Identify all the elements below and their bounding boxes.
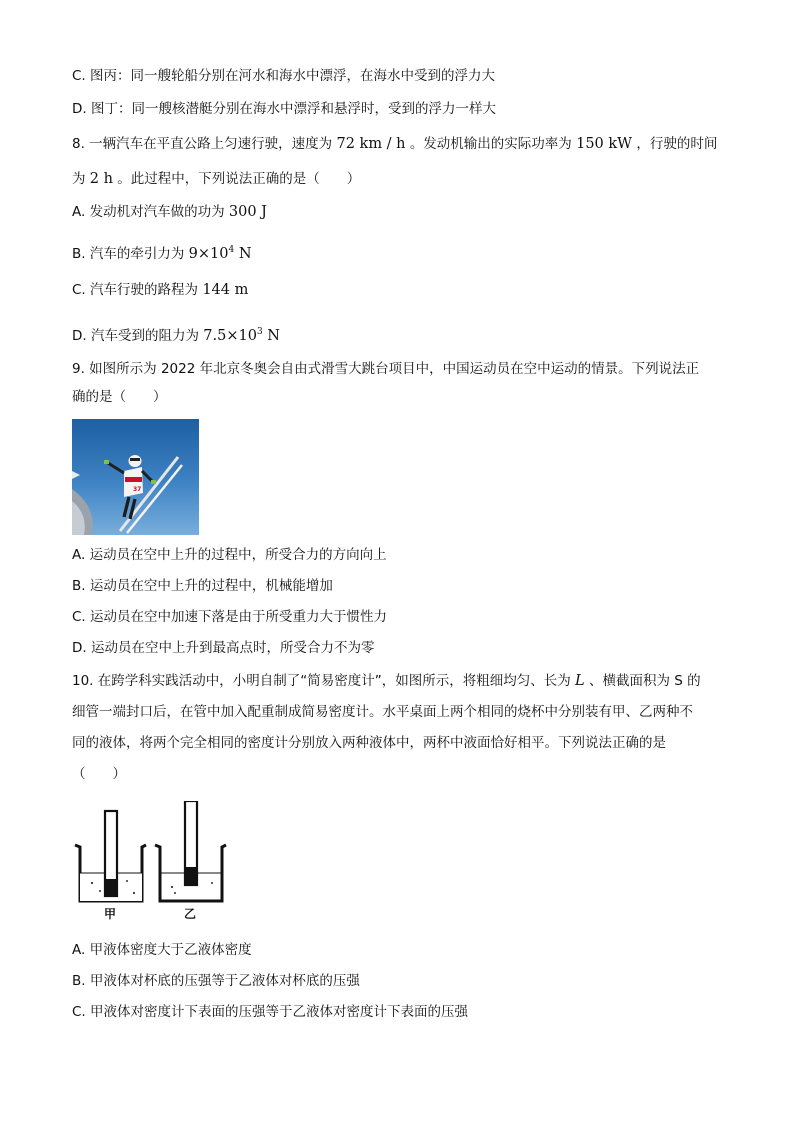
q8-option-a-text: A. 发动机对汽车做的功为 (72, 204, 225, 220)
beaker-label-jia: 甲 (104, 907, 117, 921)
q8-stem-text-2: 。发动机输出的实际功率为 (409, 136, 572, 152)
q8-option-c-text: C. 汽车行驶的路程为 (72, 282, 199, 298)
beaker-yi (155, 801, 226, 901)
q9-option-c: C. 运动员在空中加速下落是由于所受重力大于惯性力 (72, 609, 388, 625)
q8-option-d-unit: N (262, 328, 280, 344)
q10-stem-line4: （ ） (72, 766, 126, 782)
q8-option-a-value: 300 J (228, 204, 267, 220)
q10-length-symbol: L (575, 673, 585, 689)
q8-option-d (72, 322, 280, 346)
q7-option-c: C. 图丙：同一艘轮船分别在河水和海水中漂浮，在海水中受到的浮力大 (72, 68, 496, 84)
ski-bib-number: 37 (133, 486, 142, 493)
q10-option-b: B. 甲液体对杯底的压强等于乙液体对杯底的压强 (72, 973, 360, 989)
q9-option-d: D. 运动员在空中上升到最高点时，所受合力不为零 (72, 640, 375, 656)
q8-option-d-text: D. 汽车受到的阻力为 (72, 328, 199, 344)
q9-option-b: B. 运动员在空中上升的过程中，机械能增加 (72, 578, 333, 594)
q8-power: 150 kW (576, 136, 633, 152)
q8-stem-text-3: ，行驶的时间 (636, 136, 718, 152)
q8-stem-text-5: 。此过程中，下列说法正确的是（ ） (117, 171, 361, 187)
q8-option-c-value: 144 m (202, 282, 249, 298)
q9-stem-line2: 确的是（ ） (72, 389, 167, 405)
beaker-label-yi: 乙 (184, 907, 197, 921)
q8-stem-text-4: 为 (72, 171, 86, 187)
q8-stem-line2 (72, 169, 360, 189)
q10-stem-line1 (72, 671, 701, 691)
q8-option-b-value (189, 246, 252, 262)
q8-option-b-text: B. 汽车的牵引力为 (72, 246, 185, 262)
q8-stem-text-1: 8. 一辆汽车在平直公路上匀速行驶，速度为 (72, 136, 333, 152)
q8-option-d-value (203, 328, 280, 344)
q10-stem-line3: 同的液体，将两个完全相同的密度计分别放入两种液体中，两杯中液面恰好相平。下列说法正确的是 (72, 735, 666, 751)
q7-option-d: D. 图丁：同一艘核潜艇分别在海水中漂浮和悬浮时，受到的浮力一样大 (72, 101, 496, 117)
q8-option-d-mantissa: 7.5×10 (203, 328, 257, 344)
q8-time: 2 h (89, 171, 113, 187)
q8-stem-line1 (72, 134, 717, 154)
q9-option-a: A. 运动员在空中上升的过程中，所受合力的方向向上 (72, 547, 387, 563)
q8-option-b-exponent: 4 (228, 245, 235, 255)
q8-option-a (72, 202, 267, 222)
q8-speed: 72 km / h (336, 136, 406, 152)
q9-stem-line1: 9. 如图所示为 2022 年北京冬奥会自由式滑雪大跳台项目中，中国运动员在空中运动的情景。下列说法正 (72, 361, 700, 377)
q8-option-d-exponent: 3 (256, 327, 263, 337)
q10-option-c: C. 甲液体对密度计下表面的压强等于乙液体对密度计下表面的压强 (72, 1004, 469, 1020)
q8-option-c (72, 280, 248, 300)
q10-stem-text-2: 、横截面积为 S 的 (588, 673, 701, 689)
q8-option-b (72, 240, 252, 264)
q8-option-b-unit: N (234, 246, 252, 262)
q10-stem-line2: 细管一端封口后，在管中加入配重制成简易密度计。水平桌面上两个相同的烧杯中分别装有甲、乙两种不 (72, 704, 693, 720)
ski-jumper-photo (72, 419, 199, 535)
beaker-jia (75, 811, 146, 901)
q10-option-a: A. 甲液体密度大于乙液体密度 (72, 942, 252, 958)
q10-stem-text-1: 10. 在跨学科实践活动中，小明自制了“简易密度计”，如图所示，将粗细均匀、长为 (72, 673, 571, 689)
densimeter-figure (72, 801, 232, 925)
q8-option-b-mantissa: 9×10 (188, 246, 229, 262)
